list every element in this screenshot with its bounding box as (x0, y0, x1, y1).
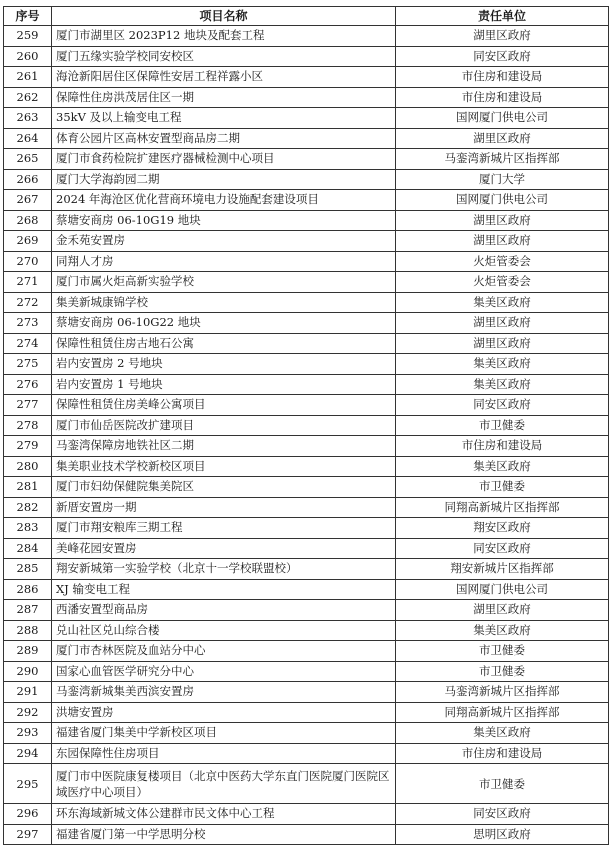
row-seq: 272 (4, 292, 52, 313)
table-row (4, 128, 609, 149)
row-responsible-unit: 集美区政府 (396, 354, 609, 375)
row-project-name: 厦门市杏林医院及血站分中心 (52, 641, 396, 662)
row-project-name: 同翔人才房 (52, 251, 396, 272)
row-project-name: 环东海域新城文体公建群市民文体中心工程 (52, 804, 396, 825)
table-row (4, 600, 609, 621)
row-seq: 275 (4, 354, 52, 375)
row-seq: 284 (4, 538, 52, 559)
table-row (4, 477, 609, 498)
row-responsible-unit: 厦门大学 (396, 169, 609, 190)
row-project-name: 蔡塘安商房 06-10G22 地块 (52, 313, 396, 334)
row-project-name: 集美职业技术学校新校区项目 (52, 456, 396, 477)
table-row (4, 497, 609, 518)
row-project-name: 洪塘安置房 (52, 702, 396, 723)
table-row (4, 559, 609, 580)
table-row (4, 538, 609, 559)
row-project-name: 厦门五缘实验学校同安校区 (52, 46, 396, 67)
row-seq: 286 (4, 579, 52, 600)
row-seq: 296 (4, 804, 52, 825)
table-row (4, 682, 609, 703)
table-row (4, 169, 609, 190)
row-seq: 290 (4, 661, 52, 682)
row-responsible-unit: 湖里区政府 (396, 128, 609, 149)
table-row (4, 190, 609, 211)
row-responsible-unit: 集美区政府 (396, 292, 609, 313)
row-responsible-unit: 市住房和建设局 (396, 87, 609, 108)
table-row (4, 456, 609, 477)
row-responsible-unit: 同翔高新城片区指挥部 (396, 702, 609, 723)
row-project-name: 保障性租赁住房美峰公寓项目 (52, 395, 396, 416)
row-responsible-unit: 同安区政府 (396, 46, 609, 67)
table-row (4, 46, 609, 67)
row-responsible-unit: 翔安新城片区指挥部 (396, 559, 609, 580)
row-responsible-unit: 同安区政府 (396, 804, 609, 825)
table-row (4, 641, 609, 662)
row-seq: 265 (4, 149, 52, 170)
project-table (3, 6, 609, 845)
row-responsible-unit: 同翔高新城片区指挥部 (396, 497, 609, 518)
row-project-name: 翔安新城第一实验学校（北京十一学校联盟校） (52, 559, 396, 580)
table-row (4, 292, 609, 313)
row-project-name: 美峰花园安置房 (52, 538, 396, 559)
row-project-name: 厦门市翔安粮库三期工程 (52, 518, 396, 539)
table-row (4, 723, 609, 744)
row-seq: 282 (4, 497, 52, 518)
row-responsible-unit: 市住房和建设局 (396, 743, 609, 764)
row-responsible-unit: 同安区政府 (396, 538, 609, 559)
table-row (4, 824, 609, 845)
table-row (4, 702, 609, 723)
row-seq: 291 (4, 682, 52, 703)
row-seq: 280 (4, 456, 52, 477)
table-row (4, 67, 609, 88)
row-project-name: 厦门市湖里区 2023P12 地块及配套工程 (52, 26, 396, 47)
row-project-name: 集美新城康锦学校 (52, 292, 396, 313)
row-project-name: 马銮湾新城集美西滨安置房 (52, 682, 396, 703)
row-project-name: 新厝安置房一期 (52, 497, 396, 518)
row-seq: 294 (4, 743, 52, 764)
row-project-name: 保障性住房洪茂居住区一期 (52, 87, 396, 108)
row-seq: 279 (4, 436, 52, 457)
header-project-name: 项目名称 (52, 7, 396, 26)
table-row (4, 436, 609, 457)
row-seq: 263 (4, 108, 52, 129)
row-project-name: 厦门市属火炬高新实验学校 (52, 272, 396, 293)
row-project-name: 海沧新阳居住区保障性安居工程祥露小区 (52, 67, 396, 88)
row-responsible-unit: 马銮湾新城片区指挥部 (396, 149, 609, 170)
table-row (4, 333, 609, 354)
row-responsible-unit: 马銮湾新城片区指挥部 (396, 682, 609, 703)
row-responsible-unit: 集美区政府 (396, 374, 609, 395)
table-row (4, 661, 609, 682)
table-row (4, 415, 609, 436)
row-responsible-unit: 市卫健委 (396, 415, 609, 436)
row-project-name: 2024 年海沧区优化营商环境电力设施配套建设项目 (52, 190, 396, 211)
table-row (4, 743, 609, 764)
table-row (4, 231, 609, 252)
row-project-name: 厦门市仙岳医院改扩建项目 (52, 415, 396, 436)
row-seq: 283 (4, 518, 52, 539)
row-responsible-unit: 国网厦门供电公司 (396, 190, 609, 211)
row-project-name: 岩内安置房 1 号地块 (52, 374, 396, 395)
header-seq: 序号 (4, 7, 52, 26)
table-row (4, 764, 609, 804)
row-responsible-unit: 火炬管委会 (396, 251, 609, 272)
row-seq: 297 (4, 824, 52, 845)
table-body (4, 26, 609, 845)
row-project-name: 兑山社区兑山综合楼 (52, 620, 396, 641)
row-project-name: 福建省厦门集美中学新校区项目 (52, 723, 396, 744)
row-project-name: 35kV 及以上输变电工程 (52, 108, 396, 129)
row-seq: 267 (4, 190, 52, 211)
row-seq: 278 (4, 415, 52, 436)
row-seq: 261 (4, 67, 52, 88)
row-responsible-unit: 湖里区政府 (396, 333, 609, 354)
row-responsible-unit: 湖里区政府 (396, 313, 609, 334)
row-project-name: 西潘安置型商品房 (52, 600, 396, 621)
row-project-name: 保障性租赁住房古地石公寓 (52, 333, 396, 354)
row-seq: 266 (4, 169, 52, 190)
table-row (4, 272, 609, 293)
row-seq: 285 (4, 559, 52, 580)
row-responsible-unit: 国网厦门供电公司 (396, 579, 609, 600)
row-seq: 277 (4, 395, 52, 416)
row-responsible-unit: 湖里区政府 (396, 26, 609, 47)
row-seq: 273 (4, 313, 52, 334)
row-project-name: 马銮湾保障房地铁社区二期 (52, 436, 396, 457)
row-project-name: 国家心血管医学研究分中心 (52, 661, 396, 682)
row-responsible-unit: 集美区政府 (396, 723, 609, 744)
row-project-name: 厦门市妇幼保健院集美院区 (52, 477, 396, 498)
table-row (4, 26, 609, 47)
row-responsible-unit: 火炬管委会 (396, 272, 609, 293)
table-row (4, 251, 609, 272)
row-seq: 270 (4, 251, 52, 272)
row-responsible-unit: 湖里区政府 (396, 210, 609, 231)
table-row (4, 87, 609, 108)
row-project-name: 福建省厦门第一中学思明分校 (52, 824, 396, 845)
row-project-name: 蔡塘安商房 06-10G19 地块 (52, 210, 396, 231)
table-row (4, 395, 609, 416)
row-responsible-unit: 湖里区政府 (396, 600, 609, 621)
row-responsible-unit: 思明区政府 (396, 824, 609, 845)
table-row (4, 149, 609, 170)
table-row (4, 518, 609, 539)
row-project-name: 厦门市中医院康复楼项目（北京中医药大学东直门医院厦门医院区域医疗中心项目） (52, 764, 396, 804)
row-seq: 259 (4, 26, 52, 47)
table-row (4, 210, 609, 231)
row-project-name: XJ 输变电工程 (52, 579, 396, 600)
table-row (4, 354, 609, 375)
row-responsible-unit: 翔安区政府 (396, 518, 609, 539)
row-responsible-unit: 市住房和建设局 (396, 67, 609, 88)
row-project-name: 厦门市食药检院扩建医疗器械检测中心项目 (52, 149, 396, 170)
row-responsible-unit: 市卫健委 (396, 477, 609, 498)
row-responsible-unit: 集美区政府 (396, 456, 609, 477)
table-row (4, 108, 609, 129)
row-responsible-unit: 市卫健委 (396, 661, 609, 682)
row-project-name: 岩内安置房 2 号地块 (52, 354, 396, 375)
row-seq: 292 (4, 702, 52, 723)
row-seq: 295 (4, 764, 52, 804)
row-seq: 271 (4, 272, 52, 293)
project-table-container (3, 6, 608, 845)
row-project-name: 体育公园片区高林安置型商品房二期 (52, 128, 396, 149)
row-seq: 264 (4, 128, 52, 149)
row-responsible-unit: 市住房和建设局 (396, 436, 609, 457)
row-seq: 288 (4, 620, 52, 641)
row-project-name: 东园保障性住房项目 (52, 743, 396, 764)
row-project-name: 厦门大学海韵园二期 (52, 169, 396, 190)
header-responsible-unit: 责任单位 (396, 7, 609, 26)
row-seq: 281 (4, 477, 52, 498)
row-responsible-unit: 市卫健委 (396, 764, 609, 804)
row-seq: 268 (4, 210, 52, 231)
row-seq: 274 (4, 333, 52, 354)
table-row (4, 579, 609, 600)
row-seq: 269 (4, 231, 52, 252)
table-header-row (4, 7, 609, 26)
row-responsible-unit: 市卫健委 (396, 641, 609, 662)
row-seq: 260 (4, 46, 52, 67)
row-seq: 262 (4, 87, 52, 108)
table-row (4, 313, 609, 334)
row-seq: 287 (4, 600, 52, 621)
row-responsible-unit: 集美区政府 (396, 620, 609, 641)
row-responsible-unit: 同安区政府 (396, 395, 609, 416)
table-row (4, 620, 609, 641)
row-seq: 293 (4, 723, 52, 744)
row-seq: 276 (4, 374, 52, 395)
row-responsible-unit: 湖里区政府 (396, 231, 609, 252)
table-row (4, 804, 609, 825)
row-project-name: 金禾苑安置房 (52, 231, 396, 252)
row-responsible-unit: 国网厦门供电公司 (396, 108, 609, 129)
row-seq: 289 (4, 641, 52, 662)
table-row (4, 374, 609, 395)
